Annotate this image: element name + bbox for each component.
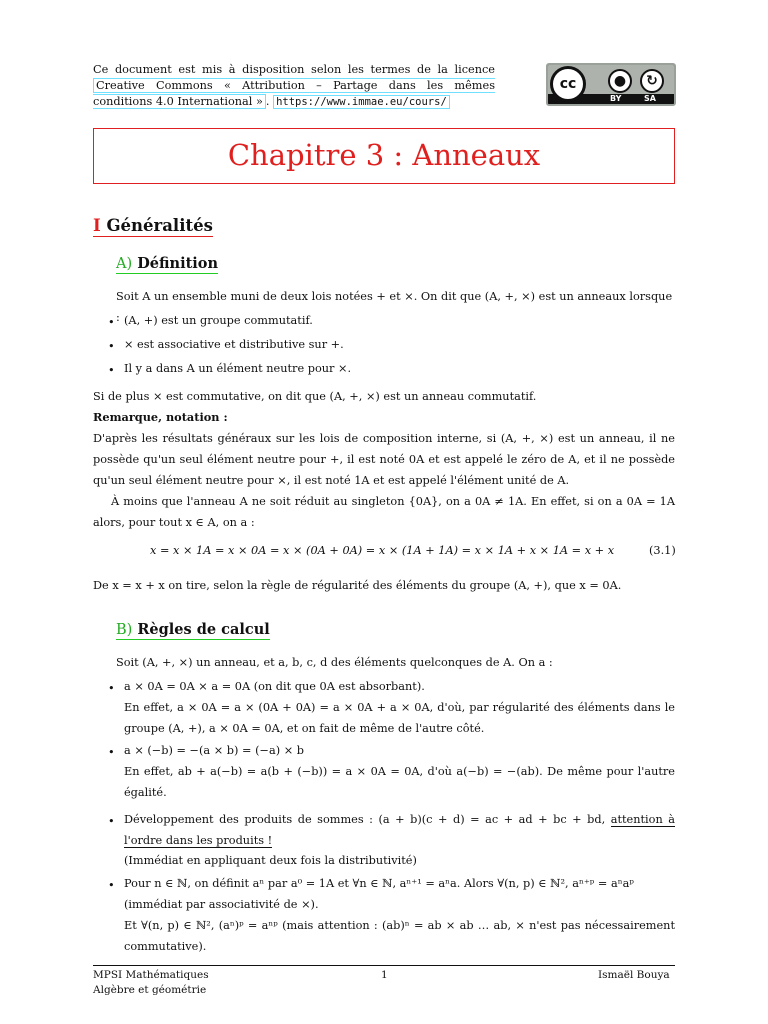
subsection-heading-regles bbox=[116, 621, 270, 640]
license-notice bbox=[93, 62, 495, 110]
subsection-number: B) bbox=[116, 622, 133, 638]
chapter-title: Chapitre 3 : Anneaux bbox=[227, 138, 541, 172]
section-number: I bbox=[93, 216, 101, 235]
remark-heading: Remarque, notation : bbox=[93, 410, 228, 424]
rule-proof: En effet, ab + a(−b) = a(b + (−b)) = a × 0A = 0A, d'où a(−b) = −(ab). De même pour l'autre égalité. bbox=[124, 765, 675, 799]
subsection-title: Définition bbox=[137, 255, 219, 272]
footer-author: Ismaël Bouya bbox=[598, 969, 670, 981]
rule-item: Pour n ∈ ℕ, on définit aⁿ par a⁰ = 1A et ∀n ∈ ℕ, aⁿ⁺¹ = aⁿa. Alors ∀(n, p) ∈ ℕ², aⁿ⁺ᵖ = aⁿaᵖ bbox=[124, 877, 634, 890]
course-url-link[interactable]: https://www.immae.eu/cours/ bbox=[273, 95, 450, 109]
rule-item: a × (−b) = −(a × b) = (−a) × b bbox=[124, 744, 304, 757]
subsection-title: Règles de calcul bbox=[137, 621, 270, 638]
bullet-icon: • bbox=[108, 879, 115, 892]
cc-icon: cc bbox=[550, 66, 586, 102]
bullet-icon: • bbox=[108, 682, 115, 695]
page-number: 1 bbox=[381, 969, 388, 981]
license-separator: . bbox=[265, 95, 270, 108]
bullet-icon: • bbox=[108, 364, 115, 377]
definition-item: Il y a dans A un élément neutre pour ×. bbox=[124, 362, 352, 375]
warning-text: attention à l'ordre dans les produits ! bbox=[124, 813, 675, 847]
bullet-icon: • bbox=[108, 340, 115, 353]
license-text: Ce document est mis à disposition selon les termes de la licence bbox=[93, 63, 495, 76]
rule-more: Et ∀(n, p) ∈ ℕ², (aⁿ)ᵖ = aⁿᵖ (mais attention : (ab)ⁿ = ab × ab … ab, × n'est pas nécessairement commutative). bbox=[124, 919, 675, 953]
bullet-icon: • bbox=[108, 316, 115, 329]
definition-item: (A, +) est un groupe commutatif. bbox=[124, 314, 313, 327]
subsection-heading-definition bbox=[116, 255, 218, 274]
commutative-definition: Si de plus × est commutative, on dit que (A, +, ×) est un anneau commutatif. bbox=[93, 390, 537, 403]
footer-subject: Algèbre et géométrie bbox=[93, 984, 207, 996]
bullet-icon: • bbox=[108, 746, 115, 759]
license-link[interactable]: Creative Commons « Attribution – Partage dans les mêmes conditions 4.0 International » bbox=[93, 79, 495, 108]
footer-rule bbox=[93, 965, 675, 966]
badge-by-label: BY bbox=[610, 94, 622, 103]
rules-intro: Soit (A, +, ×) un anneau, et a, b, c, d des éléments quelconques de A. On a : bbox=[116, 656, 553, 669]
footer-course: MPSI Mathématiques bbox=[93, 969, 209, 981]
section-heading-generalites bbox=[93, 216, 213, 237]
rule-note: (Immédiat en appliquant deux fois la distributivité) bbox=[124, 854, 417, 867]
subsection-number: A) bbox=[116, 256, 133, 272]
rule-proof: En effet, a × 0A = a × (0A + 0A) = a × 0A + a × 0A, d'où, par régularité des éléments dans le groupe (A, +), a × 0A = 0A, et on fait de même de l'autre côté. bbox=[124, 701, 675, 735]
remark-paragraph: D'après les résultats généraux sur les lois de composition interne, si (A, +, ×) est un anneau, il ne possède qu'un seul élément neutre pour +, il est noté 0A et est appelé le zéro de A, et il ne possède qu'un seul élément neutre pour ×, il est noté 1A et est appelé l'élément unité de A. bbox=[93, 432, 675, 487]
attribution-person-icon: ● bbox=[608, 69, 632, 93]
conclusion-text: De x = x + x on tire, selon la règle de régularité des éléments du groupe (A, +), que x = 0A. bbox=[93, 579, 622, 592]
remark-paragraph: À moins que l'anneau A ne soit réduit au singleton {0A}, on a 0A ≠ 1A. En effet, si on a 0A = 1A alors, pour tout x ∈ A, on a : bbox=[93, 495, 675, 529]
rule-item bbox=[124, 809, 675, 851]
chapter-title-box bbox=[93, 128, 675, 184]
rule-text: Développement des produits de sommes : (a + b)(c + d) = ac + ad + bc + bd, bbox=[124, 813, 606, 826]
definition-item: × est associative et distributive sur +. bbox=[124, 338, 344, 351]
section-title: Généralités bbox=[106, 216, 213, 235]
rule-item: a × 0A = 0A × a = 0A (on dit que 0A est absorbant). bbox=[124, 680, 425, 693]
equation-number: (3.1) bbox=[649, 544, 676, 557]
definition-intro: Soit A un ensemble muni de deux lois notées + et ×. On dit que (A, +, ×) est un anneaux lorsque : bbox=[116, 290, 673, 324]
equation: x = x × 1A = x × 0A = x × (0A + 0A) = x × (1A + 1A) = x × 1A + x × 1A = x + x bbox=[150, 544, 615, 557]
rule-note: (immédiat par associativité de ×). bbox=[124, 898, 319, 911]
badge-sa-label: SA bbox=[644, 94, 656, 103]
share-alike-icon: ↻ bbox=[640, 69, 664, 93]
cc-by-sa-badge[interactable] bbox=[546, 63, 676, 106]
bullet-icon: • bbox=[108, 815, 115, 828]
